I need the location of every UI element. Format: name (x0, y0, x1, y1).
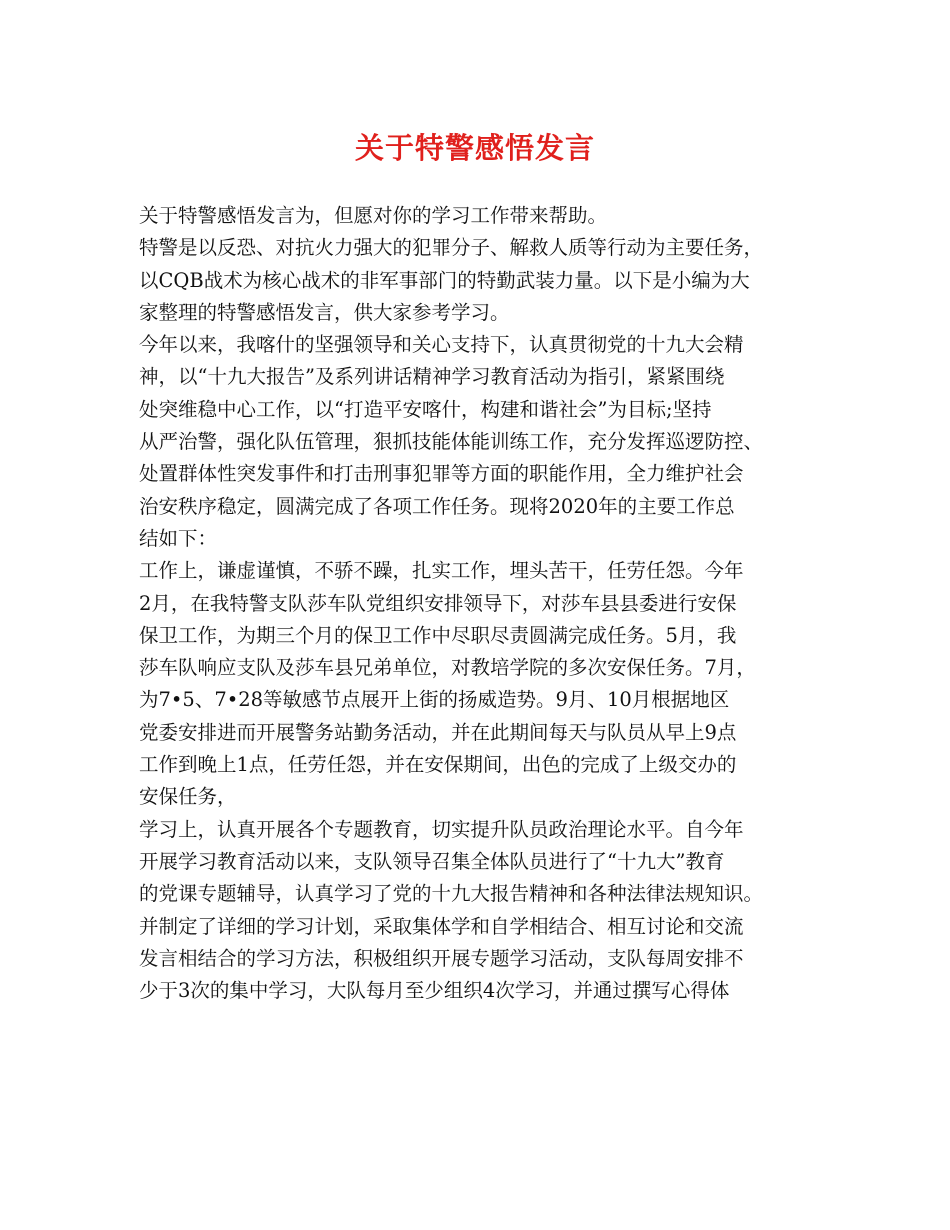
text-line: 治安秩序稳定，圆满完成了各项工作任务。现将2020年的主要工作总 (139, 494, 735, 518)
text-line: 工作上，谦虚谨慎，不骄不躁，扎实工作，埋头苦干，任劳任怨。今年 (139, 559, 744, 583)
text-line: 发言相结合的学习方法，积极组织开展专题学习活动，支队每周安排不 (139, 946, 744, 970)
text-line: 结如下： (139, 526, 218, 550)
text-line: 安保任务， (139, 785, 237, 809)
text-line: 为7•5、7•28等敏感节点展开上街的扬威造势。9月、10月根据地区 (139, 688, 730, 712)
text-line: 神，以“十九大报告”及系列讲话精神学习教育活动为指引，紧紧围绕 (139, 365, 725, 389)
text-line: 党委安排进而开展警务站勤务活动，并在此期间每天与队员从早上9点 (139, 720, 737, 744)
text-line: 处突维稳中心工作，以“打造平安喀什，构建和谐社会”为目标;坚持 (139, 397, 712, 421)
text-line: 家整理的特警感悟发言，供大家参考学习。 (139, 300, 510, 324)
text-line: 处置群体性突发事件和打击刑事犯罪等方面的职能作用，全力维护社会 (139, 462, 744, 486)
text-line: 今年以来，我喀什的坚强领导和关心支持下，认真贯彻党的十九大会精 (139, 333, 744, 357)
text-line: 莎车队响应支队及莎车县兄弟单位，对教培学院的多次安保任务。7月， (139, 656, 756, 680)
text-line: 学习上，认真开展各个专题教育，切实提升队员政治理论水平。自今年 (139, 817, 744, 841)
text-line: 2月，在我特警支队莎车队党组织安排领导下，对莎车县县委进行安保 (139, 591, 737, 615)
text-line: 并制定了详细的学习计划，采取集体学和自学相结合、相互讨论和交流 (139, 914, 744, 938)
text-line: 保卫工作，为期三个月的保卫工作中尽职尽责圆满完成任务。5月，我 (139, 623, 737, 647)
text-line: 的党课专题辅导，认真学习了党的十九大报告精神和各种法律法规知识。 (139, 882, 764, 906)
text-line: 少于3次的集中学习，大队每月至少组织4次学习，并通过撰写心得体 (139, 979, 730, 1003)
document-title: 关于特警感悟发言 (354, 131, 595, 165)
text-line: 关于特警感悟发言为，但愿对你的学习工作带来帮助。 (139, 204, 608, 227)
text-line: 从严治警，强化队伍管理，狠抓技能体能训练工作，充分发挥巡逻防控、 (139, 430, 764, 454)
text-line: 工作到晚上1点，任劳任怨，并在安保期间，出色的完成了上级交办的 (139, 753, 737, 777)
text-line: 特警是以反恐、对抗火力强大的犯罪分子、解救人质等行动为主要任务， (139, 236, 764, 260)
text-line: 以CQB战术为核心战术的非军事部门的特勤武装力量。以下是小编为大 (139, 268, 750, 292)
document-body (139, 200, 829, 1007)
text-line: 开展学习教育活动以来，支队领导召集全体队员进行了“十九大”教育 (139, 849, 725, 873)
